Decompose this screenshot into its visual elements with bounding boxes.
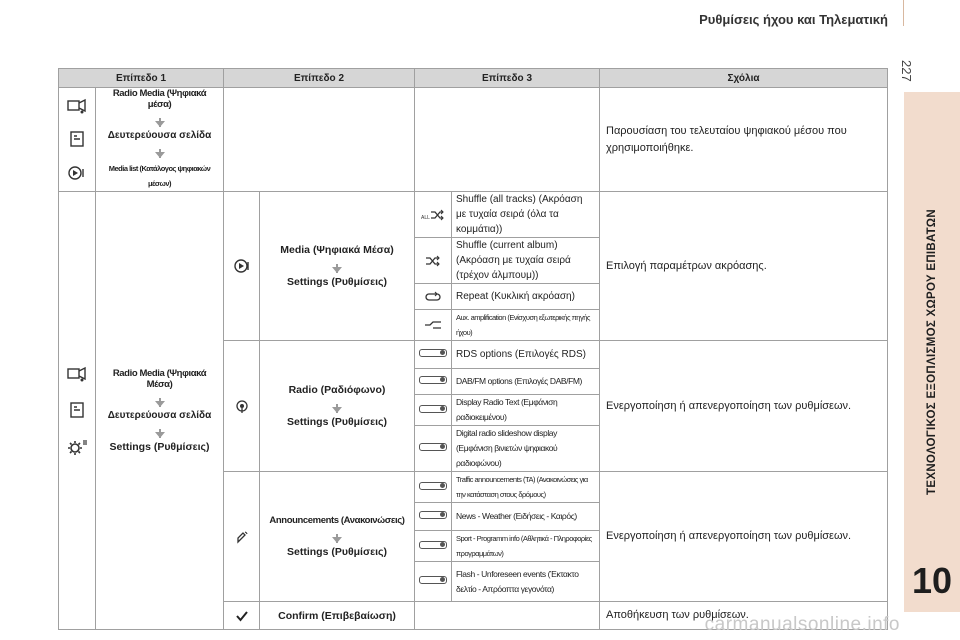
announcements-option: News - Weather (Ειδήσεις - Καιρός) xyxy=(452,503,600,531)
row1-level1-line3: Media list (Κατάλογος ψηφιακών μέσων) xyxy=(108,164,211,188)
header-level-1: Επίπεδο 1 xyxy=(59,69,224,88)
down-arrow-icon xyxy=(332,407,342,413)
svg-text:ALL: ALL xyxy=(421,214,430,221)
secondary-page-icon xyxy=(69,402,85,418)
level1-radio-media: Radio Media (Ψηφιακά Μέσα) xyxy=(112,368,207,390)
radio-option: Digital radio slideshow display (Εμφάνιση βινιετών ψηφιακού ραδιοφώνου) xyxy=(452,426,600,472)
header-rule xyxy=(903,0,904,26)
table-header-row xyxy=(59,69,888,88)
table-row xyxy=(59,88,888,192)
media-title: Media (Ψηφιακά Μέσα) xyxy=(280,244,394,256)
radio-option: RDS options (Επιλογές RDS) xyxy=(452,341,600,369)
announcements-comment: Ενεργοποίηση ή απενεργοποίηση των ρυθμίσεων. xyxy=(600,472,888,602)
announcements-option: Sport - Programm info (Αθλητικά - Πληροφορίες προγραμμάτων) xyxy=(452,531,600,562)
announcements-settings: Settings (Ρυθμίσεις) xyxy=(286,546,387,558)
down-arrow-icon xyxy=(155,152,165,158)
table-row xyxy=(59,192,888,238)
radio-icon xyxy=(224,398,259,414)
down-arrow-icon xyxy=(155,401,165,407)
radio-media-icon xyxy=(67,366,87,382)
down-arrow-icon xyxy=(155,121,165,127)
confirm-label: Confirm (Επιβεβαίωση) xyxy=(278,609,396,622)
media-icon xyxy=(224,258,259,274)
down-arrow-icon xyxy=(155,432,165,438)
menu-table xyxy=(58,68,888,630)
toggle-icon xyxy=(419,376,447,384)
radio-option: Display Radio Text (Εμφάνιση ραδιοκειμένου) xyxy=(452,395,600,426)
secondary-page-icon xyxy=(69,131,85,147)
aux-amplification-icon xyxy=(415,320,451,330)
chapter-title: ΤΕΧΝΟΛΟΓΙΚΟΣ ΕΞΟΠΛΙΣΜΟΣ ΧΩΡΟΥ ΕΠΙΒΑΤΩΝ xyxy=(926,209,938,495)
media-settings: Settings (Ρυθμίσεις) xyxy=(286,276,387,288)
toggle-icon xyxy=(419,511,447,519)
toggle-icon xyxy=(419,576,447,584)
toggle-icon xyxy=(419,541,447,549)
radio-settings: Settings (Ρυθμίσεις) xyxy=(286,416,387,428)
toggle-icon xyxy=(419,405,447,413)
media-option: Aux. amplification (Ενίσχυση εξωτερικής πηγής ήχου) xyxy=(452,310,600,341)
down-arrow-icon xyxy=(332,267,342,273)
radio-media-icon xyxy=(67,98,87,114)
shuffle-all-icon xyxy=(415,209,451,221)
media-list-icon xyxy=(67,165,87,181)
checkmark-icon xyxy=(224,610,259,622)
header-level-2: Επίπεδο 2 xyxy=(224,69,415,88)
toggle-icon xyxy=(419,349,447,357)
radio-title: Radio (Ραδιόφωνο) xyxy=(288,384,386,396)
row1-level1-line2: Δευτερεύουσα σελίδα xyxy=(107,130,212,141)
page-number: 227 xyxy=(899,60,914,82)
media-option: Shuffle (all tracks) (Ακρόαση με τυχαία σειρά (όλα τα κομμάτια)) xyxy=(452,192,600,238)
announcements-icon xyxy=(224,529,259,545)
row1-comment: Παρουσίαση του τελευταίου ψηφιακού μέσου που χρησιμοποιήθηκε. xyxy=(600,88,888,192)
header-comments: Σχόλια xyxy=(600,69,888,88)
announcements-option: Flash - Unforeseen events (Έκτακτο δελτίο - Απρόοπτα γεγονότα) xyxy=(452,562,600,602)
settings-icon xyxy=(66,438,88,456)
announcements-option: Traffic announcements (TA) (Ανακοινώσεις για την κατάσταση στους δρόμους) xyxy=(452,472,600,503)
announcements-title: Announcements (Ανακοινώσεις) xyxy=(269,515,405,526)
radio-comment: Ενεργοποίηση ή απενεργοποίηση των ρυθμίσεων. xyxy=(600,341,888,472)
toggle-icon xyxy=(419,443,447,451)
repeat-icon xyxy=(415,291,451,303)
media-comment: Επιλογή παραμέτρων ακρόασης. xyxy=(600,192,888,341)
confirm-comment: Αποθήκευση των ρυθμίσεων. xyxy=(600,602,888,630)
shuffle-album-icon xyxy=(415,255,451,267)
chapter-number: 10 xyxy=(911,560,953,601)
level1-settings: Settings (Ρυθμίσεις) xyxy=(109,441,210,453)
media-option: Repeat (Κυκλική ακρόαση) xyxy=(452,284,600,310)
page-title: Ρυθμίσεις ήχου και Τηλεματική xyxy=(699,12,888,27)
toggle-icon xyxy=(419,482,447,490)
watermark: carmanualsonline.info xyxy=(704,614,900,635)
row1-level1-line1: Radio Media (Ψηφιακά μέσα) xyxy=(112,88,207,110)
header-level-3: Επίπεδο 3 xyxy=(415,69,600,88)
level1-secondary-page: Δευτερεύουσα σελίδα xyxy=(107,410,212,421)
radio-option: DAB/FM options (Επιλογές DAB/FM) xyxy=(452,369,600,395)
down-arrow-icon xyxy=(332,537,342,543)
media-option: Shuffle (current album) (Ακρόαση με τυχαία σειρά (τρέχον άλμπουμ)) xyxy=(452,238,600,284)
